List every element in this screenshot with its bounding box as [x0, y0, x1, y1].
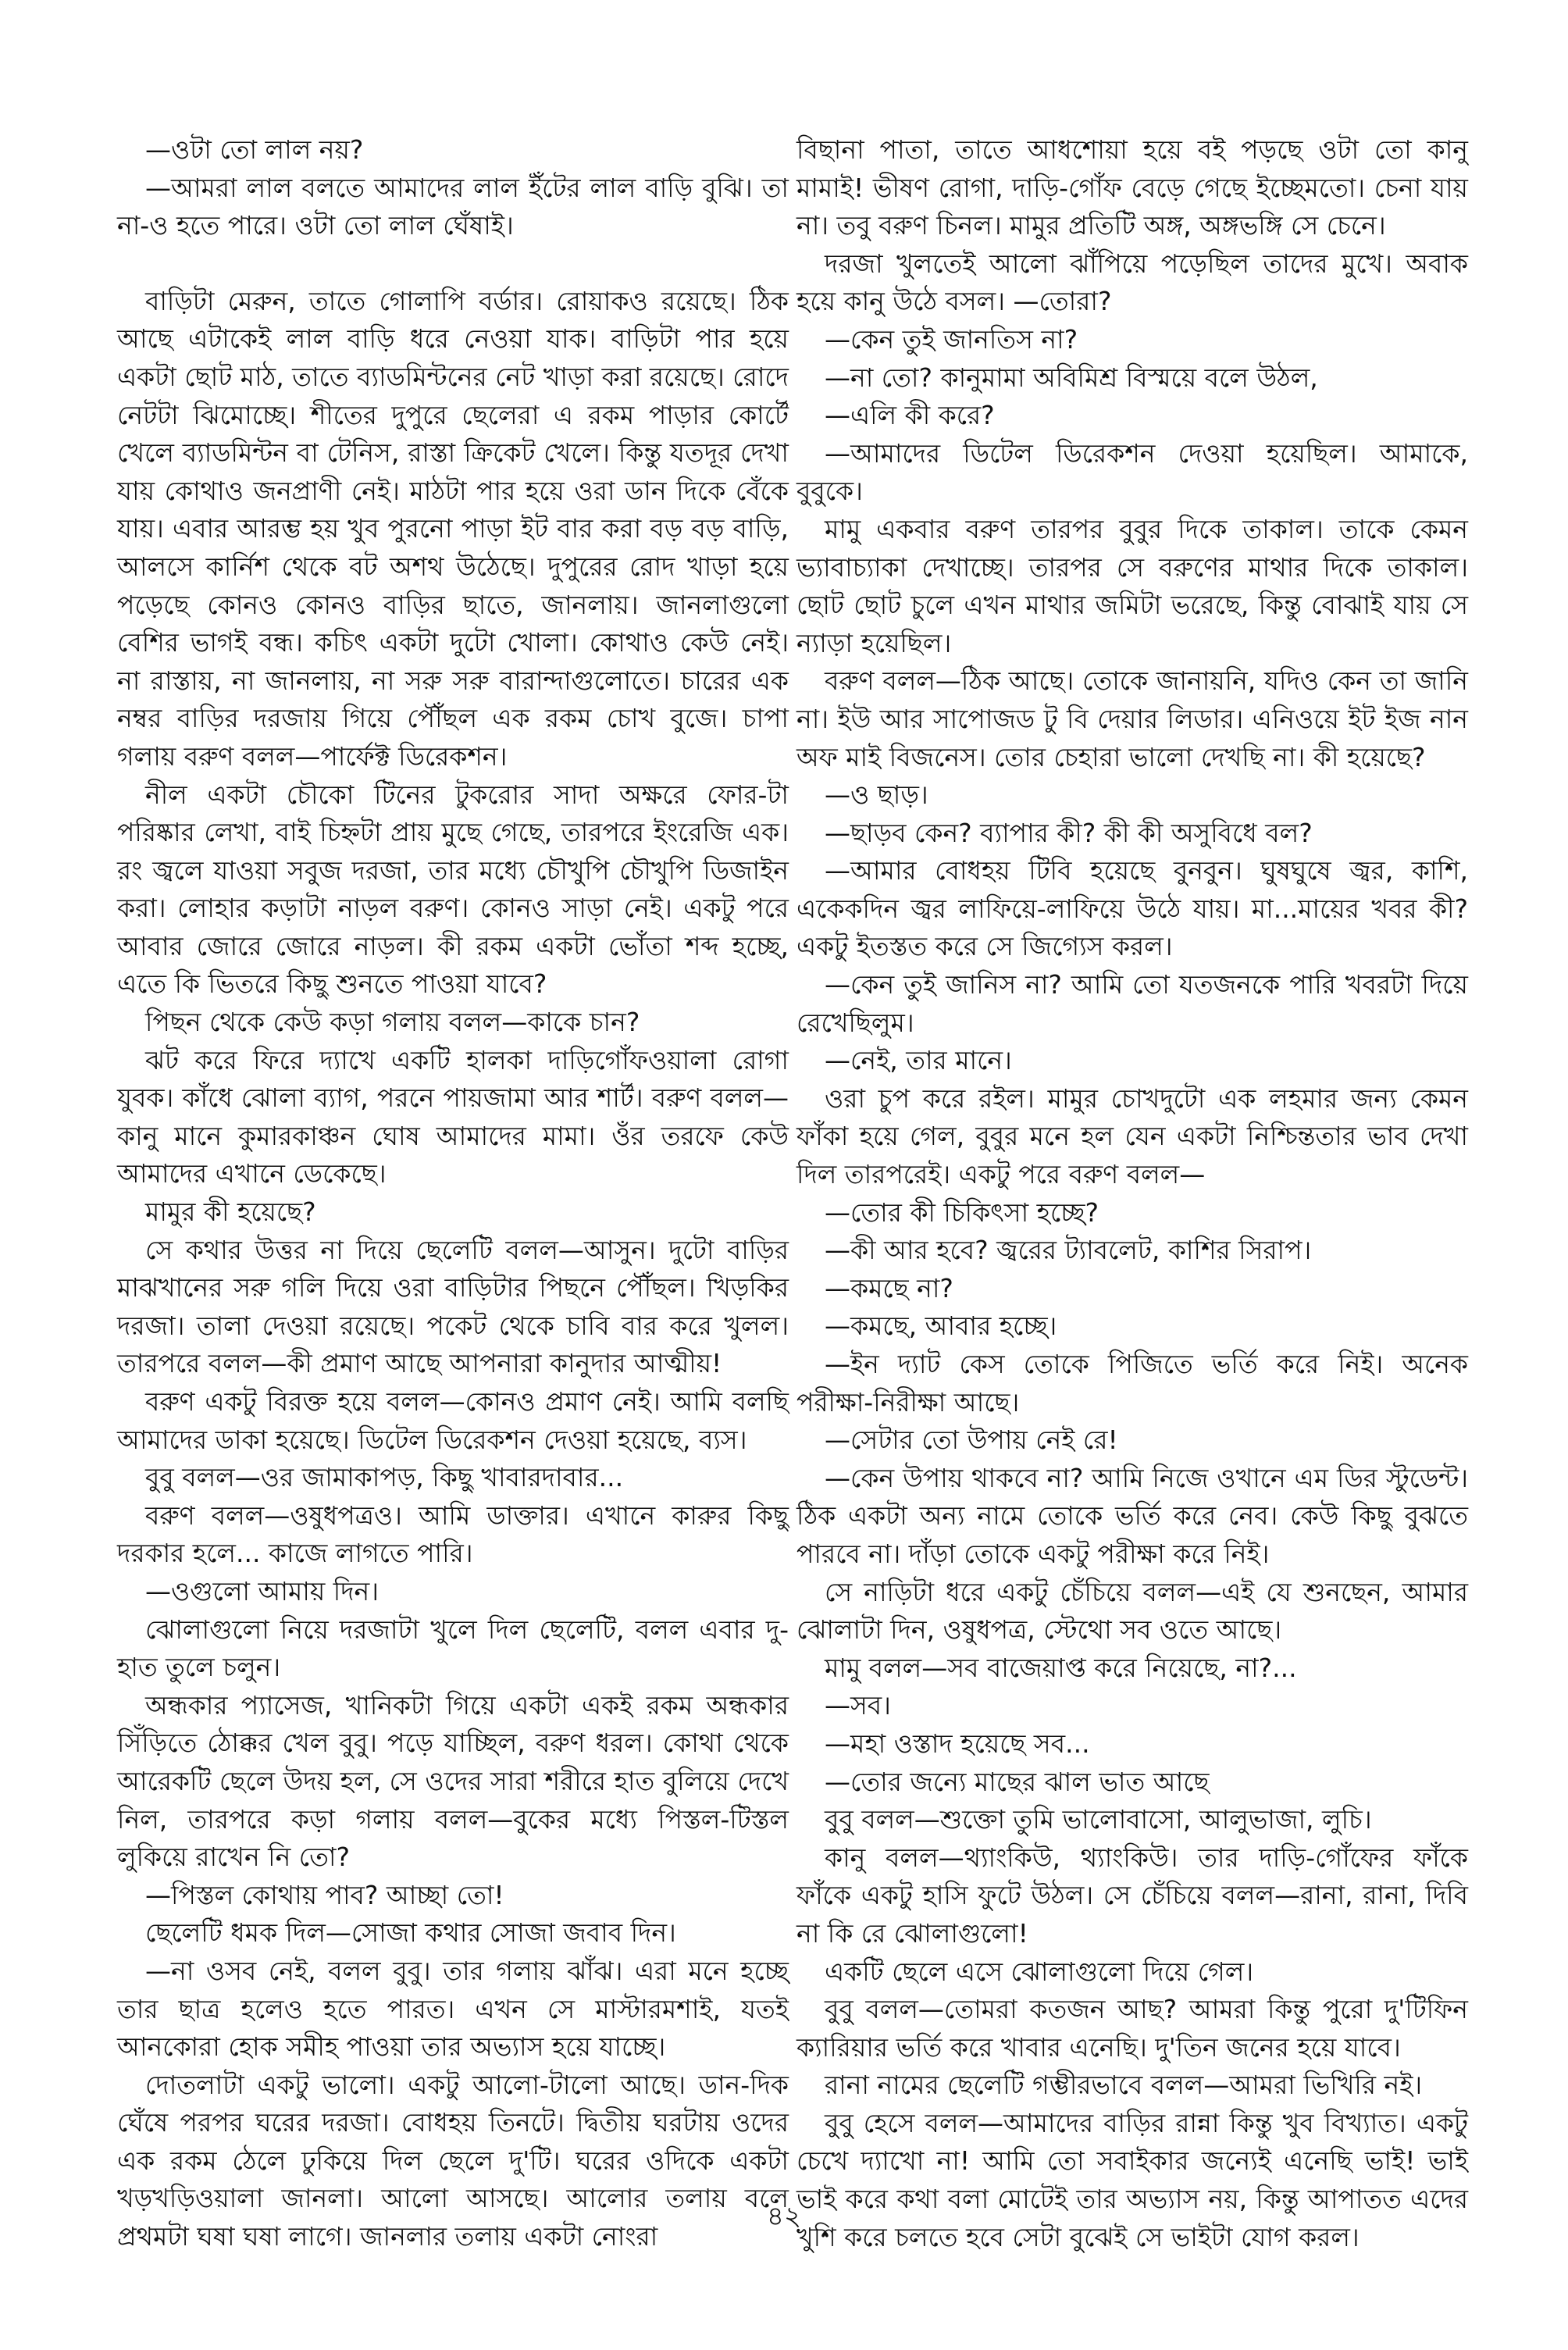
paragraph: দোতলাটা একটু ভালো। একটু আলো-টালো আছে। ডান-দিক ঘেঁষে পরপর ঘরের দরজা। বোধহয় তিনটে। দ্বিতীয় ঘরটায় ওদের এক রকম ঠেলে ঢুকিয়ে দিল ছেলে দু'টি। ঘরের ওদিকে একটা খড়খড়িওয়ালা জানলা। আলো আসছে। আলোর তলায় বলে প্রথমটা ঘষা ঘষা লাগে। জানলার তলায় একটা নোংরা [117, 2069, 789, 2252]
paragraph: —ওটা তো লাল নয়? [145, 134, 364, 165]
right-text-column [796, 131, 1468, 2256]
paragraph: —আমার বোধহয় টিবি হয়েছে বুনবুন। ঘুষঘুষে জ্বর, কাশি, একেকদিন জ্বর লাফিয়ে-লাফিয়ে উঠে যায়। মা...মায়ের খবর কী? একটু ইতস্তত করে সে জিগ্যেস করল। [796, 855, 1468, 962]
paragraph: রানা নামের ছেলেটি গম্ভীরভাবে বলল—আমরা ভিখিরি নই। [825, 2070, 1423, 2101]
paragraph: বুবু বলল—তোমরা কতজন আছ? আমরা কিন্তু পুরো দু'টিফিন ক্যারিয়ার ভর্তি করে খাবার এনেছি। দু'তিন জনের হয়ে যাবে। [796, 1994, 1468, 2063]
paragraph: —সব। [825, 1690, 891, 1721]
paragraph: ওরা চুপ করে রইল। মামুর চোখদুটো এক লহমার জন্য কেমন ফাঁকা হয়ে গেল, বুবুর মনে হল যেন একটা নিশ্চিন্ততার ভাব দেখা দিল তারপরেই। একটু পরে বরুণ বলল— [796, 1082, 1468, 1190]
paragraph: —কেন উপায় থাকবে না? আমি নিজে ওখানে এম ডির স্টুডেন্ট। ঠিক একটা অন্য নামে তোকে ভর্তি করে নেব। কেউ কিছু বুঝতে পারবে না। দাঁড়া তোকে একটু পরীক্ষা করে নিই। [796, 1462, 1468, 1569]
paragraph: —আমরা লাল বলতে আমাদের লাল ইঁটের লাল বাড়ি বুঝি। তা না-ও হতে পারে। ওটা তো লাল ঘেঁষাই। [117, 172, 789, 241]
paragraph: বুবু হেসে বলল—আমাদের বাড়ির রান্না কিন্তু খুব বিখ্যাত। একটু চেখে দ্যাখো না! আমি তো সবাইকার জন্যেই এনেছি ভাই! ভাই ভাই করে কথা বলা মোটেই তার অভ্যাস নয়, কিন্তু আপাতত এদের খুশি করে চলতে হবে সেটা বুঝেই সে ভাইটা যোগ করল। [796, 2107, 1468, 2252]
paragraph: —ইন দ্যাট কেস তোকে পিজিতে ভর্তি করে নিই। অনেক পরীক্ষা-নিরীক্ষা আছে। [796, 1349, 1468, 1417]
paragraph: ঝোলাগুলো নিয়ে দরজাটা খুলে দিল ছেলেটি, বলল এবার দু-হাত তুলে চলুন। [117, 1614, 789, 1683]
paragraph: —সেটার তো উপায় নেই রে! [825, 1425, 1118, 1456]
paragraph: —এলি কী করে? [825, 400, 995, 431]
paragraph: একটি ছেলে এসে ঝোলাগুলো দিয়ে গেল। [825, 1956, 1254, 1987]
paragraph: —কেন তুই জানিস না? আমি তো যতজনকে পারি খবরটা দিয়ে রেখেছিলুম। [796, 969, 1468, 1038]
left-text-column [117, 131, 789, 2256]
paragraph: অন্ধকার প্যাসেজ, খানিকটা গিয়ে একটা একই রকম অন্ধকার সিঁড়িতে ঠোক্কর খেল বুবু। পড়ে যাচ্ছিল, বরুণ ধরল। কোথা থেকে আরেকটি ছেলে উদয় হল, সে ওদের সারা শরীরে হাত বুলিয়ে দেখে নিল, তারপরে কড়া গলায় বলল—বুকের মধ্যে পিস্তল-টিস্তল লুকিয়ে রাখেন নি তো? [117, 1689, 789, 1873]
paragraph: বরুণ বলল—ঠিক আছে। তোকে জানায়নি, যদিও কেন তা জানি না। ইউ আর সাপোজড টু বি দেয়ার লিডার। এনিওয়ে ইট ইজ নান অফ মাই বিজনেস। তোর চেহারা ভালো দেখছি না। কী হয়েছে? [796, 665, 1468, 772]
paragraph: —না ওসব নেই, বলল বুবু। তার গলায় ঝাঁঝ। এরা মনে হচ্ছে তার ছাত্র হলেও হতে পারত। এখন সে মাস্টারমশাই, যতই আনকোরা হোক সমীহ পাওয়া তার অভ্যাস হয়ে যাচ্ছে। [117, 1955, 789, 2063]
paragraph: মামুর কী হয়েছে? [145, 1196, 316, 1228]
paragraph: —তোর জন্যে মাছের ঝাল ভাত আছে [825, 1766, 1210, 1797]
paragraph: —কমছে, আবার হচ্ছে। [825, 1311, 1057, 1342]
paragraph: দরজা খুলতেই আলো ঝাঁপিয়ে পড়েছিল তাদের মুখে। অবাক হয়ে কানু উঠে বসল। —তোরা? [796, 248, 1468, 317]
paragraph: —না তো? কানুমামা অবিমিশ্র বিস্ময়ে বলে উঠল, [825, 362, 1318, 393]
paragraph: —ওগুলো আমায় দিন। [145, 1575, 380, 1606]
paragraph: —ছাড়ব কেন? ব্যাপার কী? কী কী অসুবিধে বল? [825, 817, 1313, 848]
paragraph: সে নাড়িটা ধরে একটু চেঁচিয়ে বলল—এই যে শুনছেন, আমার ঝোলাটা দিন, ওষুধপত্র, স্টেথো সব ওতে আছে। [796, 1576, 1468, 1646]
paragraph: —মহা ওস্তাদ হয়েছে সব... [825, 1728, 1090, 1759]
page-number: ৪২ [766, 2201, 802, 2232]
paragraph: ছেলেটি ধমক দিল—সোজা কথার সোজা জবাব দিন। [145, 1917, 676, 1949]
paragraph: বরুণ একটু বিরক্ত হয়ে বলল—কোনও প্রমাণ নেই। আমি বলছি আমাদের ডাকা হয়েছে। ডিটেল ডিরেকশন দেওয়া হয়েছে, ব্যস। [117, 1386, 789, 1455]
paragraph: —নেই, তার মানে। [825, 1045, 1012, 1076]
paragraph: —ও ছাড়। [825, 779, 928, 811]
paragraph: সে কথার উত্তর না দিয়ে ছেলেটি বলল—আসুন। দুটো বাড়ির মাঝখানের সরু গলি দিয়ে ওরা বাড়িটার পিছনে পৌঁছল। খিড়কির দরজা। তালা দেওয়া রয়েছে। পকেট থেকে চাবি বার করে খুলল। তারপরে বলল—কী প্রমাণ আছে আপনারা কানুদার আত্মীয়! [117, 1234, 789, 1379]
paragraph: কানু বলল—থ্যাংকিউ, থ্যাংকিউ। তার দাড়ি-গোঁফের ফাঁকে ফাঁকে একটু হাসি ফুটে উঠল। সে চেঁচিয়ে বলল—রানা, রানা, দিবি না কি রে ঝোলাগুলো! [796, 1842, 1468, 1949]
paragraph: —কেন তুই জানতিস না? [825, 323, 1078, 355]
paragraph: মামু বলল—সব বাজেয়াপ্ত করে নিয়েছে, না?... [825, 1652, 1297, 1683]
paragraph: —তোর কী চিকিৎসা হচ্ছে? [825, 1196, 1099, 1228]
paragraph: মামু একবার বরুণ তারপর বুবুর দিকে তাকাল। তাকে কেমন ভ্যাবাচ্যাকা দেখাচ্ছে। তারপর সে বরুণের মাথার দিকে তাকাল। ছোট ছোট চুলে এখন মাথার জমিটা ভরেছে, কিন্তু বোঝাই যায় সে ন্যাড়া হয়েছিল। [796, 513, 1468, 658]
paragraph: পিছন থেকে কেউ কড়া গলায় বলল—কাকে চান? [145, 1007, 640, 1038]
paragraph: বুবু বলল—শুক্তো তুমি ভালোবাসো, আলুভাজা, লুচি। [825, 1804, 1372, 1835]
paragraph: ঝট করে ফিরে দ্যাখে একটি হালকা দাড়িগোঁফওয়ালা রোগা যুবক। কাঁধে ঝোলা ব্যাগ, পরনে পায়জামা আর শার্ট। বরুণ বলল—কানু মানে কুমারকাঞ্চন ঘোষ আমাদের মামা। ওঁর তরফে কেউ আমাদের এখানে ডেকেছে। [117, 1044, 789, 1189]
paragraph: বিছানা পাতা, তাতে আধশোয়া হয়ে বই পড়ছে ওটা তো কানু মামাই! ভীষণ রোগা, দাড়ি-গোঁফ বেড়ে গেছে ইচ্ছেমতো। চেনা যায় না। তবু বরুণ চিনল। মামুর প্রতিটি অঙ্গ, অঙ্গভঙ্গি সে চেনে। [796, 134, 1468, 241]
paragraph: নীল একটা চৌকো টিনের টুকরোর সাদা অক্ষরে ফোর-টা পরিষ্কার লেখা, বাই চিহ্নটা প্রায় মুছে গেছে, তারপরে ইংরেজি এক। রং জ্বলে যাওয়া সবুজ দরজা, তার মধ্যে চৌখুপি চৌখুপি ডিজাইন করা। লোহার কড়াটা নাড়ল বরুণ। কোনও সাড়া নেই। একটু পরে আবার জোরে জোরে নাড়ল। কী রকম একটা ভোঁতা শব্দ হচ্ছে, এতে কি ভিতরে কিছু শুনতে পাওয়া যাবে? [117, 779, 789, 1000]
paragraph: বুবু বলল—ওর জামাকাপড়, কিছু খাবারদাবার... [145, 1462, 624, 1493]
paragraph: বাড়িটা মেরুন, তাতে গোলাপি বর্ডার। রোয়াকও রয়েছে। ঠিক আছে এটাকেই লাল বাড়ি ধরে নেওয়া যাক। বাড়িটা পার হয়ে একটা ছোট মাঠ, তাতে ব্যাডমিন্টনের নেট খাড়া করা রয়েছে। রোদে নেটটা ঝিমোচ্ছে। শীতের দুপুরে ছেলেরা এ রকম পাড়ার কোর্টে খেলে ব্যাডমিন্টন বা টেনিস, রাস্তা ক্রিকেট খেলে। কিন্তু যতদূর দেখা যায় কোথাও জনপ্রাণী নেই। মাঠটা পার হয়ে ওরা ডান দিকে বেঁকে যায়। এবার আরম্ভ হয় খুব পুরনো পাড়া ইট বার করা বড় বড় বাড়ি, আলসে কার্নিশ থেকে বট অশথ উঠেছে। দুপুরের রোদ খাড়া হয়ে পড়েছে কোনও কোনও বাড়ির ছাতে, জানলায়। জানলাগুলো বেশির ভাগই বন্ধ। কচিৎ একটা দুটো খোলা। কোথাও কেউ নেই। না রাস্তায়, না জানলায়, না সরু সরু বারান্দাগুলোতে। চারের এক নম্বর বাড়ির দরজায় গিয়ে পৌঁছল এক রকম চোখ বুজে। চাপা গলায় বরুণ বলল—পার্ফেক্ট ডিরেকশন। [117, 285, 789, 772]
paragraph: —কী আর হবে? জ্বরের ট্যাবলেট, কাশির সিরাপ। [825, 1235, 1312, 1266]
paragraph: —পিস্তল কোথায় পাব? আচ্ছা তো! [145, 1879, 504, 1910]
paragraph: —কমছে না? [825, 1272, 953, 1303]
paragraph: বরুণ বলল—ওষুধপত্রও। আমি ডাক্তার। এখানে কারুর কিছু দরকার হলে... কাজে লাগতে পারি। [117, 1500, 789, 1569]
paragraph: —আমাদের ডিটেল ডিরেকশন দেওয়া হয়েছিল। আমাকে, বুবুকে। [796, 437, 1468, 507]
